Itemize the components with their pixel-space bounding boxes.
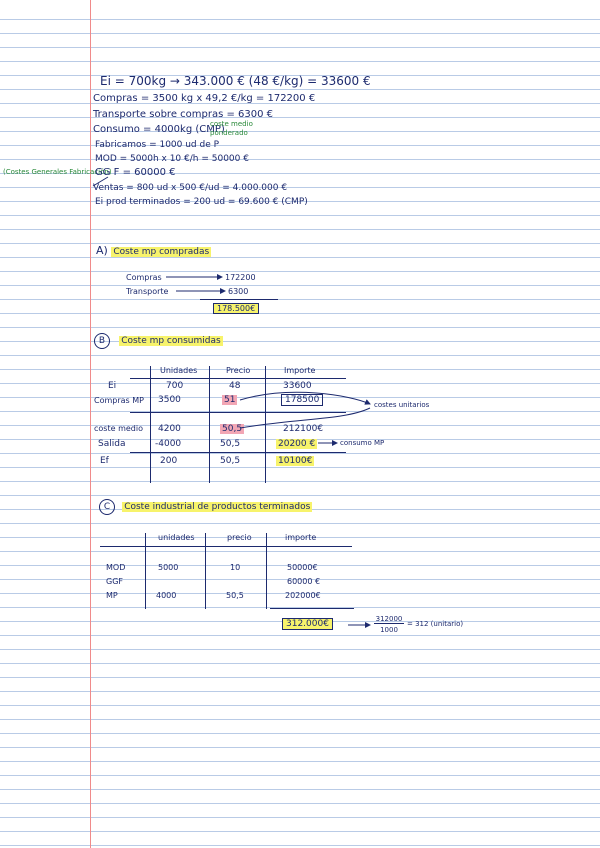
section-c-header-price: precio	[227, 533, 252, 542]
arrow-costes-unitarios-upper	[240, 392, 370, 404]
section-b-row-ei-price: 48	[229, 381, 241, 391]
section-c-fraction-denominator: 1000	[380, 626, 398, 634]
ei-line: Ei = 700kg → 343.000 € (48 €/kg) = 33600 €	[100, 74, 371, 88]
section-c-marker: C	[99, 499, 115, 515]
ei-prod-line: Ei prod terminados = 200 ud = 69.600 € (CMP)	[95, 197, 308, 207]
section-a-title-row: A) Coste mp compradas	[96, 244, 210, 257]
section-b-row-compras-price: 51	[224, 395, 236, 405]
arrow-costes-unitarios-lower	[240, 408, 370, 428]
section-b-row-compras-units: 3500	[158, 395, 181, 405]
mod-line: MOD = 5000h x 10 €/h = 50000 €	[95, 154, 249, 164]
margin-connector	[93, 177, 108, 186]
section-a-row-compras-value: 172200	[225, 273, 256, 282]
section-c-row-mod-price: 10	[230, 563, 241, 572]
section-a-marker: A	[96, 244, 104, 257]
section-b-row-salida-amount: 20200 €	[278, 439, 316, 449]
section-c-row-ggf-label: GGF	[106, 577, 123, 586]
section-b-row-salida-units: -4000	[155, 439, 182, 449]
section-c-row-mod-label: MOD	[106, 563, 126, 572]
section-b-row-salida-label: Salida	[98, 439, 126, 449]
section-b-header-units: Unidades	[160, 366, 198, 375]
section-a-row-transporte-value: 6300	[228, 287, 249, 296]
section-c-row-mod-amount: 50000€	[287, 563, 318, 572]
section-c-unit-result: = 312 (unitario)	[407, 620, 464, 628]
section-b-row-compras-label: Compras MP	[94, 396, 144, 405]
section-b-row-coste-medio-units: 4200	[158, 424, 181, 434]
section-c-row-mod-units: 5000	[158, 563, 179, 572]
section-c-fraction-numerator: 312000	[375, 615, 403, 623]
section-a-total: 178.500€	[213, 304, 259, 313]
section-c-row-mp-price: 50,5	[226, 591, 244, 600]
section-c-row-mp-units: 4000	[156, 591, 177, 600]
consumo-line: Consumo = 4000kg (CMP)	[93, 124, 225, 135]
section-c-row-ggf-amount: 60000 €	[287, 577, 321, 586]
section-a-row-transporte-label: Transporte	[126, 287, 169, 296]
section-b-row-ei-units: 700	[166, 381, 184, 391]
ventas-line: Ventas = 800 ud x 500 €/ud = 4.000.000 €	[93, 183, 288, 193]
section-b-row-coste-medio-amount: 212100€	[283, 424, 324, 434]
section-b-row-coste-medio-label: coste medio	[94, 424, 143, 433]
consumo-mp-note: consumo MP	[340, 439, 385, 447]
transporte-line: Transporte sobre compras = 6300 €	[93, 109, 274, 120]
ggf-margin-note: (Costes Generales Fabricación)	[3, 168, 112, 176]
section-c-row-mp-label: MP	[106, 591, 118, 600]
section-b-row-compras-amount: 178500	[281, 395, 323, 405]
section-c-header-units: unidades	[158, 533, 195, 542]
section-b-header-price: Precio	[226, 366, 251, 375]
section-c-row-mp-amount: 202000€	[285, 591, 321, 600]
coste-medio-note: coste medio ponderado	[210, 120, 253, 137]
fabricamos-line: Fabricamos = 1000 ud de P	[95, 140, 220, 150]
section-c-title: Coste industrial de productos terminados	[124, 502, 311, 512]
costes-unitarios-note: costes unitarios	[374, 401, 430, 409]
section-b-row-ef-price: 50,5	[220, 456, 241, 466]
section-b-marker: B	[94, 333, 110, 349]
section-b-title: Coste mp consumidas	[121, 336, 221, 346]
section-b-row-ef-units: 200	[160, 456, 178, 466]
section-b-header-amount: Importe	[284, 366, 316, 375]
compras-line: Compras = 3500 kg x 49,2 €/kg = 172200 €	[93, 93, 316, 104]
section-b-row-ef-label: Ef	[100, 456, 109, 466]
section-c-total: 312.000€	[282, 619, 333, 629]
ggf-line: GG F = 60000 €	[95, 167, 176, 178]
section-b-row-salida-price: 50,5	[220, 439, 241, 449]
section-a-row-compras-label: Compras	[126, 273, 162, 282]
section-b-row-ef-amount: 10100€	[278, 456, 313, 466]
section-c-header-amount: importe	[285, 533, 317, 542]
section-b-row-coste-medio-price: 50,5	[222, 424, 243, 434]
section-b-row-ei-amount: 33600	[283, 381, 312, 391]
section-b-row-ei-label: Ei	[108, 381, 117, 391]
section-a-title: Coste mp compradas	[113, 247, 210, 257]
